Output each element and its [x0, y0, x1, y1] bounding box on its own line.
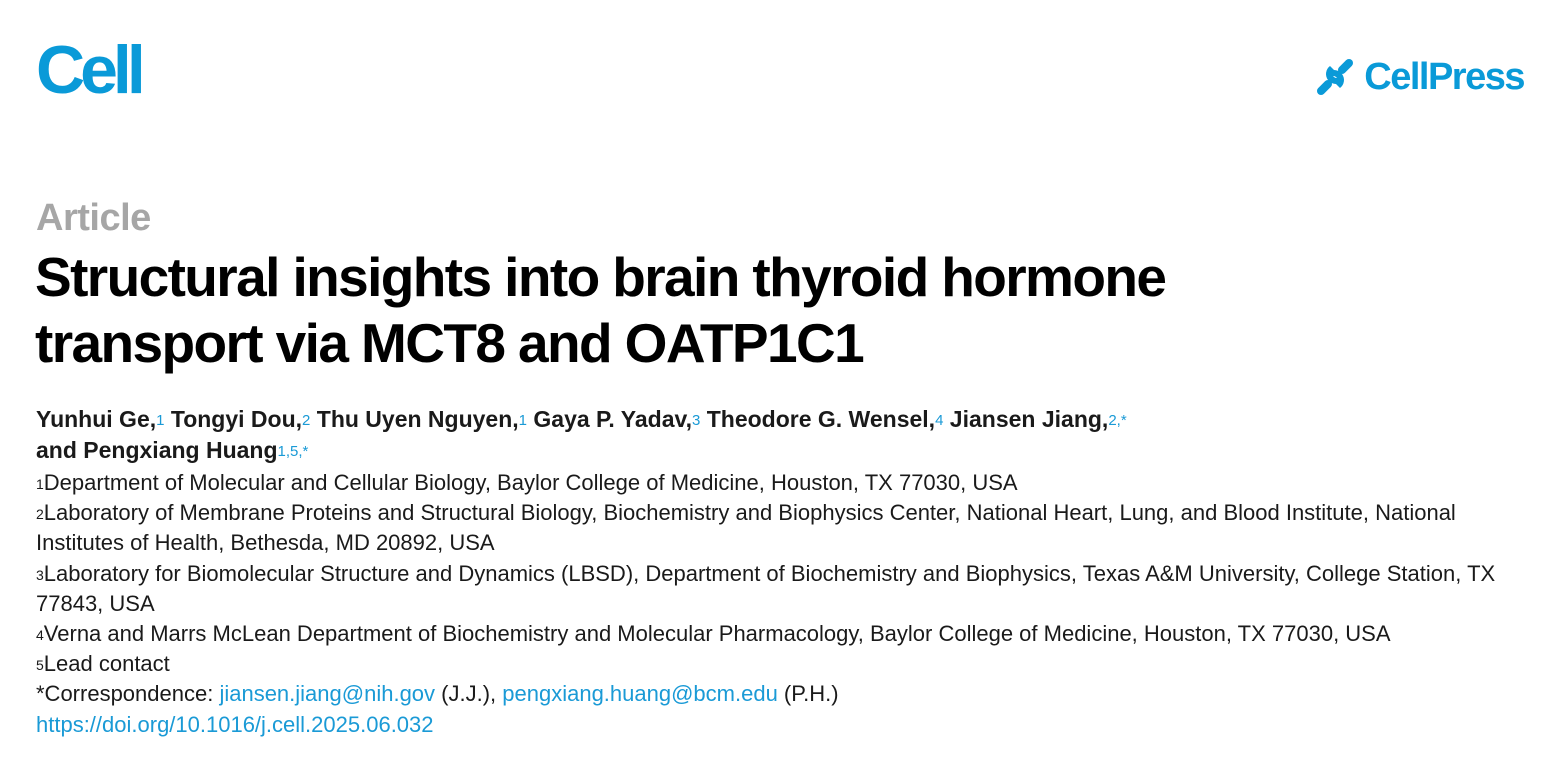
author-name[interactable]: Tongyi Dou, — [170, 406, 303, 432]
affiliation-number: 3 — [36, 566, 44, 583]
author-affiliation-mark[interactable]: 2,* — [1108, 412, 1127, 429]
author-name[interactable]: Theodore G. Wensel, — [706, 406, 936, 432]
author-name[interactable]: and Pengxiang Huang — [36, 437, 278, 463]
author-name[interactable]: Jiansen Jiang, — [949, 406, 1109, 432]
affiliation-number: 2 — [36, 506, 44, 523]
author-affiliation-mark[interactable]: 1 — [518, 412, 528, 429]
article-title-line-1: Structural insights into brain thyroid hormone — [35, 246, 1166, 308]
affiliation-text: Lead contact — [43, 651, 170, 677]
affiliation-item — [36, 468, 1536, 498]
author-affiliation-mark[interactable]: 1 — [156, 412, 165, 429]
author-affiliation-mark[interactable]: 2 — [302, 412, 311, 429]
email-link-jiang[interactable]: jiansen.jiang@nih.gov — [219, 681, 436, 707]
affiliation-number: 4 — [36, 627, 44, 644]
correspondence-initials: (J.J.), — [435, 681, 503, 707]
publisher-logo[interactable] — [1312, 54, 1524, 100]
journal-logo[interactable]: Cell — [36, 32, 141, 108]
publisher-wordmark: CellPress — [1364, 56, 1524, 98]
author-affiliation-mark[interactable]: 1,5,* — [277, 443, 309, 460]
affiliation-item — [36, 559, 1536, 619]
author-name[interactable]: Gaya P. Yadav, — [533, 406, 692, 432]
doi-link[interactable]: https://doi.org/10.1016/j.cell.2025.06.032 — [36, 711, 434, 737]
affiliation-text: Department of Molecular and Cellular Biology, Baylor College of Medicine, Houston, TX 77030, USA — [43, 470, 1018, 495]
author-name[interactable]: Yunhui Ge, — [36, 406, 157, 432]
article-title — [35, 244, 1415, 376]
affiliation-item — [36, 498, 1536, 558]
correspondence-line — [36, 679, 1536, 709]
affiliation-text: Laboratory of Membrane Proteins and Structural Biology, Biochemistry and Biophysics Center, National Heart, Lung, and Blood Institute, National Institutes of Health, Bethesda, MD 20892, USA — [36, 500, 1456, 556]
affiliation-number: 5 — [36, 657, 44, 674]
affiliation-item — [36, 649, 1536, 679]
doi-line — [36, 710, 1536, 740]
affiliations-block — [36, 468, 1536, 740]
email-link-huang[interactable]: pengxiang.huang@bcm.edu — [502, 681, 778, 707]
author-affiliation-mark[interactable]: 3 — [691, 412, 701, 429]
affiliation-text: Verna and Marrs McLean Department of Biochemistry and Molecular Pharmacology, Baylor College of Medicine, Houston, TX 77030, USA — [43, 621, 1391, 647]
cellpress-link-icon — [1312, 54, 1358, 100]
affiliation-item — [36, 619, 1536, 649]
article-type-label: Article — [36, 197, 151, 239]
article-title-line-2: transport via MCT8 and OATP1C1 — [35, 312, 864, 374]
affiliation-number: 1 — [36, 476, 44, 492]
author-affiliation-mark[interactable]: 4 — [935, 412, 944, 429]
author-name[interactable]: Thu Uyen Nguyen, — [316, 406, 519, 432]
correspondence-initials: (P.H.) — [777, 681, 839, 707]
author-list — [36, 404, 1536, 466]
affiliation-text: Laboratory for Biomolecular Structure and Dynamics (LBSD), Department of Biochemistry and Biophysics, Texas A&M University, College Station, TX 77843, USA — [36, 560, 1496, 616]
correspondence-label: *Correspondence: — [36, 681, 220, 707]
